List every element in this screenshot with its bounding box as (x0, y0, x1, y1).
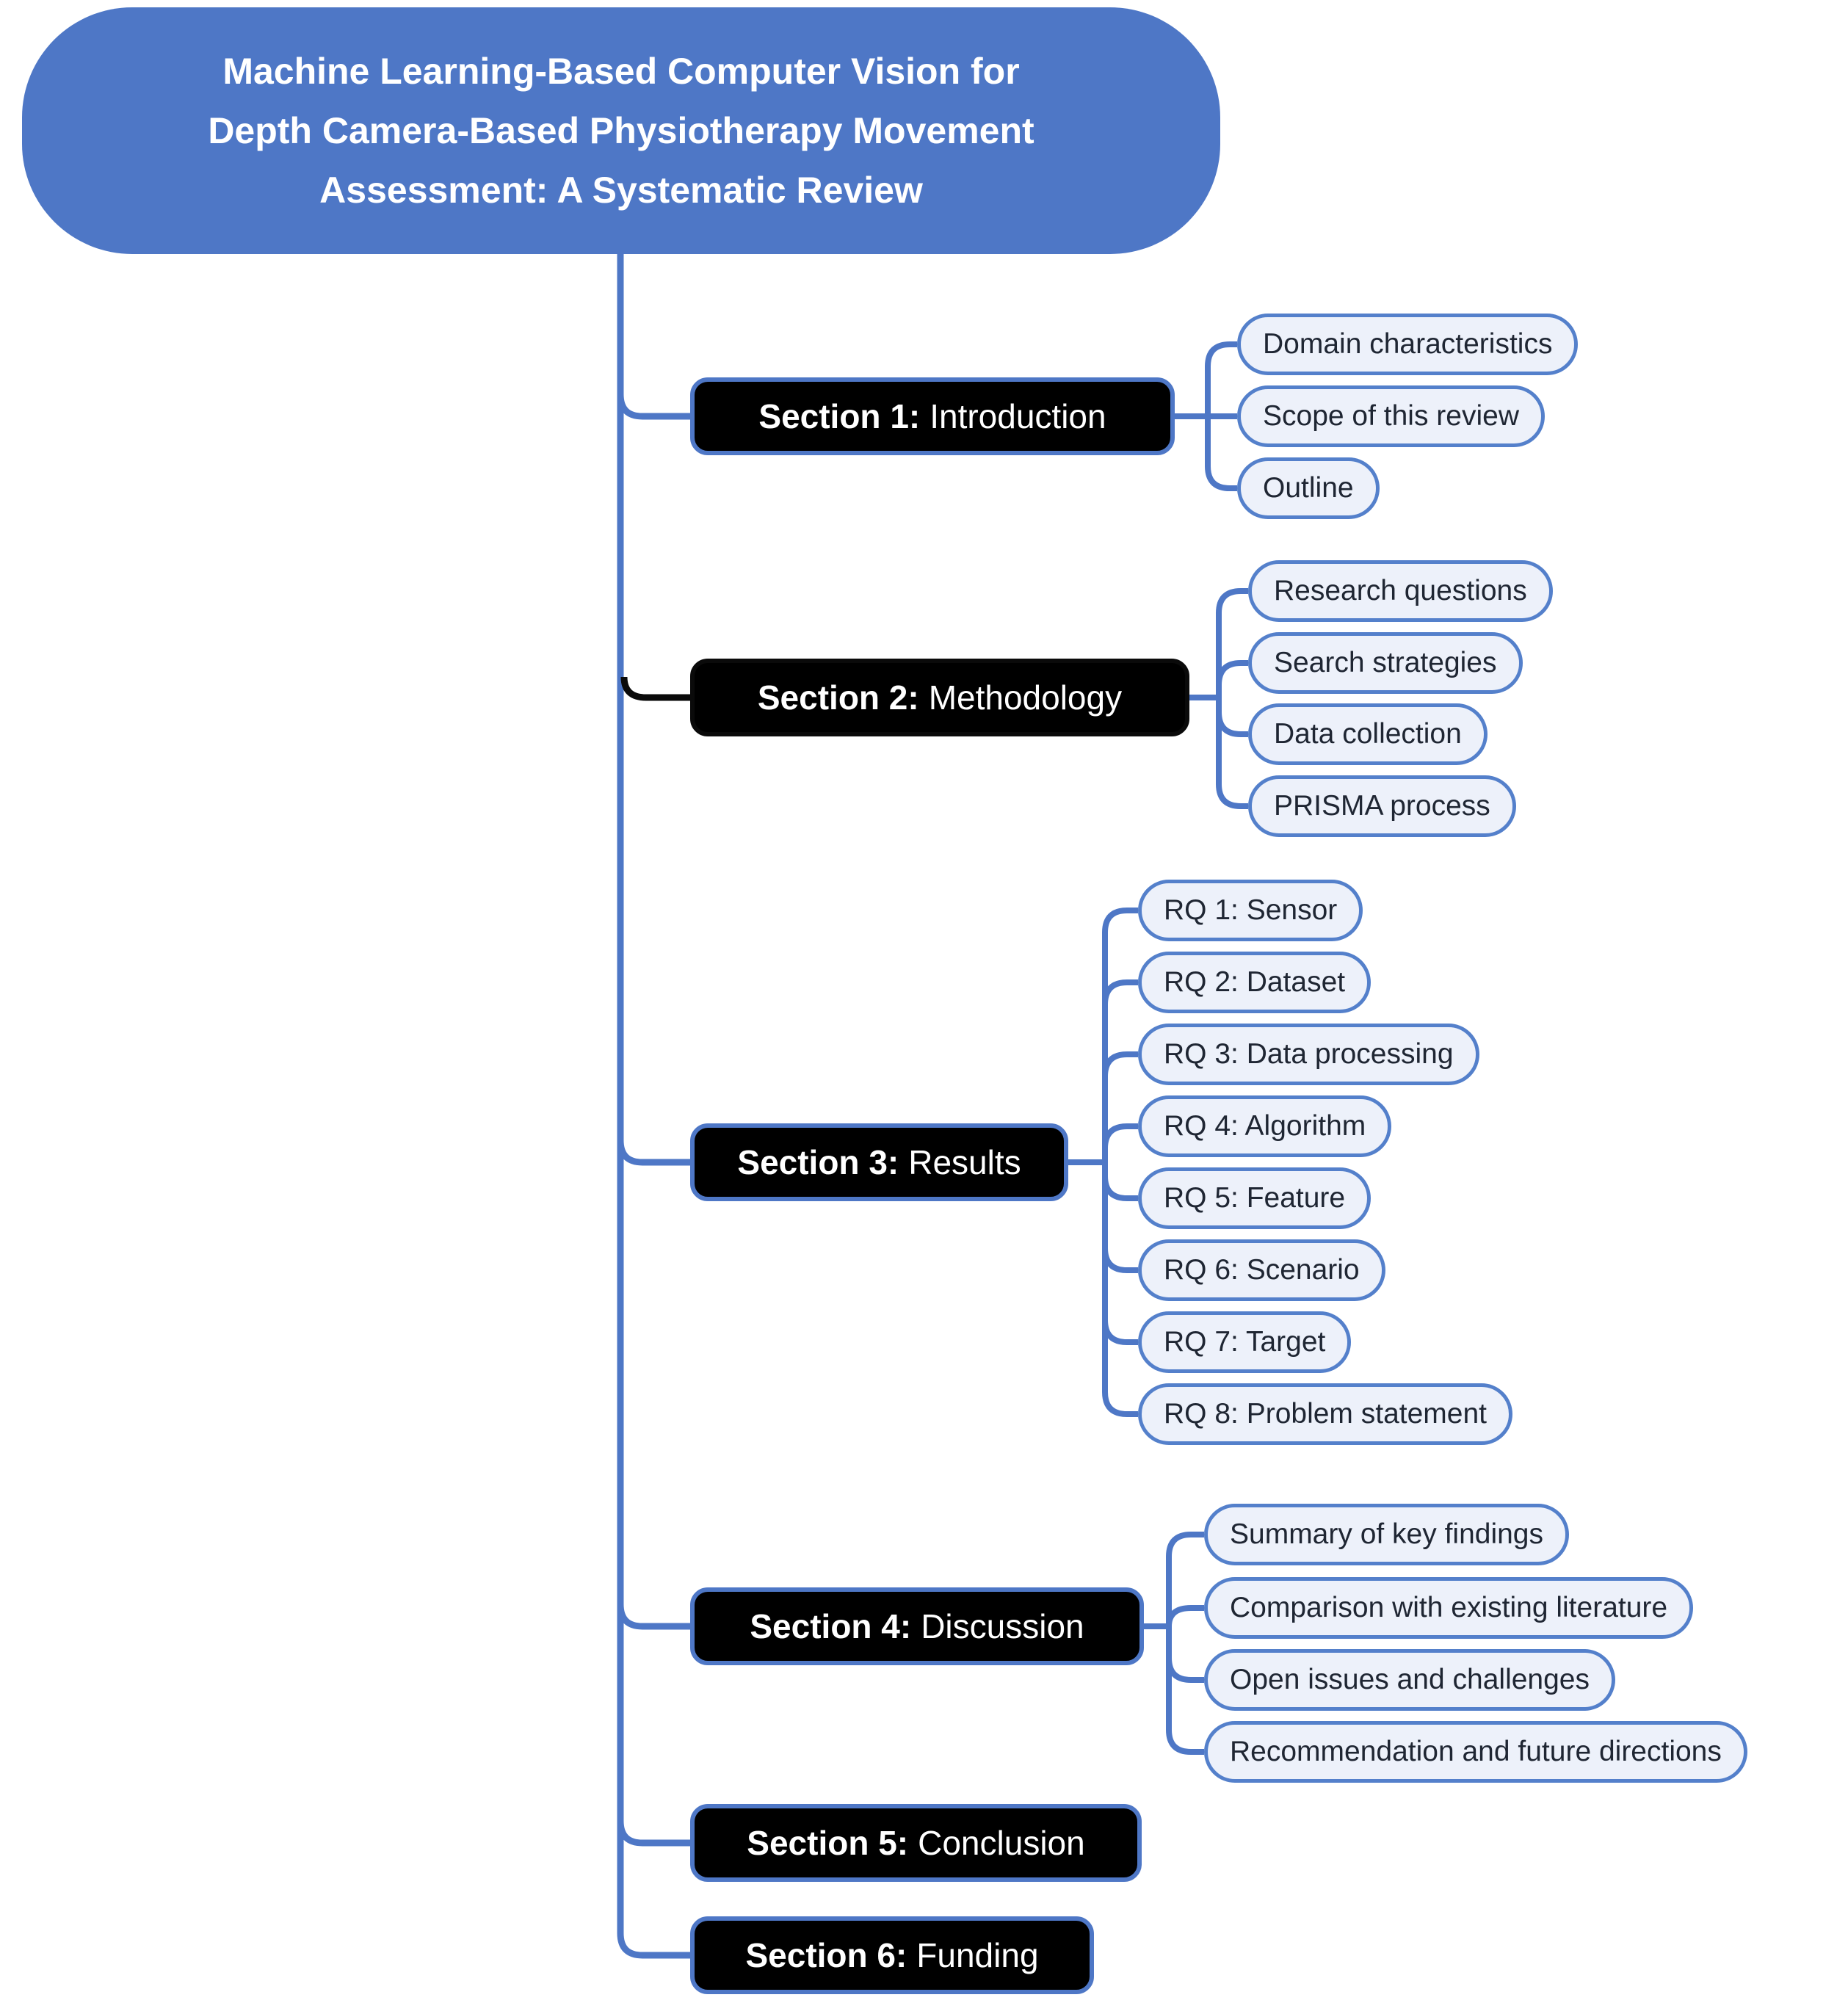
link-s3-c2 (1105, 1054, 1138, 1162)
link-s2-c3 (1219, 698, 1248, 806)
branch-section-3 (620, 1140, 690, 1162)
section-2-node (690, 659, 1189, 736)
leaf-research-questions: Research questions (1248, 560, 1553, 622)
link-s1-c0 (1208, 344, 1237, 416)
section-1-name: Introduction (930, 397, 1106, 435)
trunk-line (620, 253, 690, 1955)
link-s3-c5 (1105, 1162, 1138, 1270)
section-3-node (690, 1123, 1068, 1201)
leaf-outline: Outline (1237, 457, 1380, 519)
leaf-rq8-problem-statement: RQ 8: Problem statement (1138, 1383, 1512, 1445)
section-1-prefix: Section 1: (758, 397, 921, 435)
section-5-name: Conclusion (918, 1824, 1085, 1862)
section-6-node (690, 1916, 1094, 1994)
link-s3-c4 (1105, 1162, 1138, 1198)
section-6-prefix: Section 6: (745, 1936, 907, 1974)
section-3-prefix: Section 3: (737, 1143, 899, 1181)
section-4-prefix: Section 4: (750, 1607, 912, 1645)
link-s1-c2 (1208, 416, 1237, 488)
leaf-rq7-target: RQ 7: Target (1138, 1311, 1351, 1373)
leaf-recommendation-and-future-directions: Recommendation and future directions (1204, 1721, 1747, 1783)
title-line-2: Depth Camera-Based Physiotherapy Movement (208, 109, 1034, 151)
leaf-search-strategies: Search strategies (1248, 632, 1523, 694)
root-title-node (22, 7, 1220, 254)
leaf-data-collection: Data collection (1248, 703, 1488, 765)
leaf-summary-of-key-findings: Summary of key findings (1204, 1504, 1569, 1565)
leaf-open-issues-and-challenges: Open issues and challenges (1204, 1649, 1615, 1711)
section-3-name: Results (908, 1143, 1021, 1181)
branch-section-4 (620, 1604, 690, 1626)
link-s4-c1 (1169, 1608, 1204, 1626)
section-1-node (690, 377, 1175, 455)
leaf-rq5-feature: RQ 5: Feature (1138, 1167, 1371, 1229)
leaf-comparison-with-existing-literature: Comparison with existing literature (1204, 1577, 1693, 1639)
section-4-name: Discussion (921, 1607, 1084, 1645)
branch-section-2 (624, 677, 691, 698)
branch-section-1 (620, 394, 690, 416)
link-s3-c3 (1105, 1126, 1138, 1162)
leaf-rq3-data-processing: RQ 3: Data processing (1138, 1024, 1479, 1085)
title-line-1: Machine Learning-Based Computer Vision for (222, 50, 1020, 92)
leaf-rq1-sensor: RQ 1: Sensor (1138, 880, 1363, 941)
leaf-rq6-scenario: RQ 6: Scenario (1138, 1239, 1385, 1301)
leaf-rq4-algorithm: RQ 4: Algorithm (1138, 1095, 1391, 1157)
link-s2-c1 (1219, 663, 1248, 698)
leaf-domain-characteristics: Domain characteristics (1237, 314, 1578, 375)
link-s2-c2 (1219, 698, 1248, 734)
title-line-3: Assessment: A Systematic Review (319, 169, 923, 211)
branch-section-5 (620, 1821, 690, 1843)
section-5-node (690, 1804, 1142, 1882)
section-5-prefix: Section 5: (747, 1824, 909, 1862)
leaf-prisma-process: PRISMA process (1248, 775, 1516, 837)
section-2-name: Methodology (928, 678, 1123, 717)
link-s4-c3 (1169, 1626, 1204, 1752)
section-2-prefix: Section 2: (757, 678, 919, 717)
link-s4-c2 (1169, 1626, 1204, 1680)
leaf-rq2-dataset: RQ 2: Dataset (1138, 952, 1371, 1013)
section-4-node (690, 1587, 1144, 1665)
section-6-name: Funding (916, 1936, 1039, 1974)
link-s2-c0 (1219, 591, 1248, 698)
leaf-scope-of-this-review: Scope of this review (1237, 385, 1545, 447)
